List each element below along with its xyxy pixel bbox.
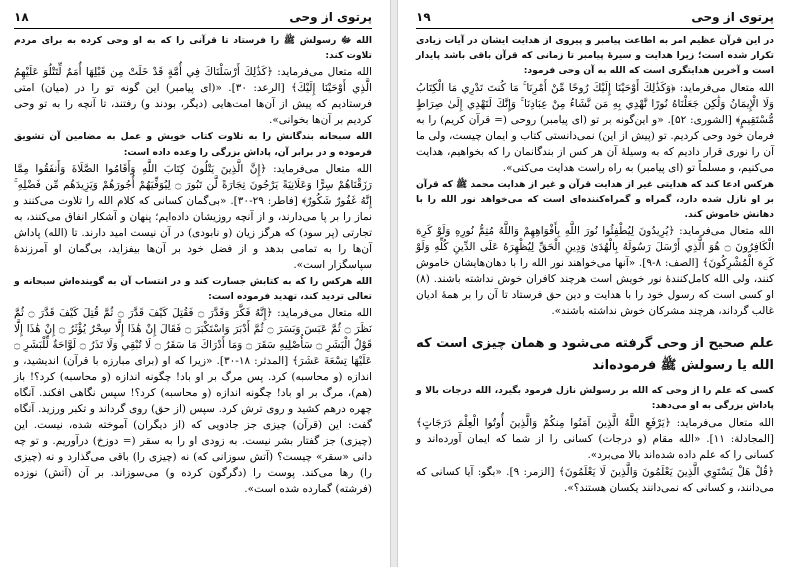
page-19 bbox=[402, 0, 788, 567]
paragraph: هرکس ادعا کند که هدایتی غیر از هدایت قرآن و غیر از هدایت محمد ﷺ که قرآن بر او نازل شده دارد، گمراه و گمراه‌کننده‌ای است که می‌خواهد نور الله را با دهانش خاموش کند. bbox=[416, 178, 774, 221]
verse-paragraph: الله متعال می‌فرماید: ﴿يُرِيدُونَ لِيُطْفِئُوا نُورَ اللَّهِ بِأَفْوَاهِهِمْ وَاللَّهُ مُتِمُّ نُورِهِ وَلَوْ كَرِهَ الْكَافِرُونَ ۝ هُوَ الَّذِي أَرْسَلَ رَسُولَهُ بِالْهُدَىٰ وَدِينِ الْحَقِّ لِيُظْهِرَهُ عَلَى الدِّينِ كُلِّهِ وَلَوْ كَرِهَ الْمُشْرِكُونَ﴾ [الصف: ۸-۹]. «آنها می‌خواهند نور الله را با دهان‌هایشان خاموش کنند، ولی الله کامل‌کنندهٔ نور خویش است هرچند کافران خوش نداشته باشند. (۸) او کسی است که رسول خود را با هدایت و دین حق فرستاد تا آن را بر همهٔ ادیان غالب گرداند، هرچند مشرکان خوش نداشته باشند». bbox=[416, 225, 775, 318]
verse-paragraph: الله متعال می‌فرماید: ﴿يَرْفَعِ اللَّهُ الَّذِينَ آمَنُوا مِنكُمْ وَالَّذِينَ أُوتُوا الْعِلْمَ دَرَجَاتٍ﴾ [المجادلة: ۱۱]. «الله مقام (و درجات) کسانی را از شما که ایمان آورده‌اند و کسانی را که علم داده شده‌اند بالا می‌برد». bbox=[416, 416, 775, 461]
book-gutter bbox=[390, 0, 398, 567]
verse-paragraph: الله متعال می‌فرماید: ﴿كَذَٰلِكَ أَرْسَلْنَاكَ فِي أُمَّةٍ قَدْ خَلَتْ مِن قَبْلِهَا أُمَمٌ لِّتَتْلُوَ عَلَيْهِمُ الَّذِي أَوْحَيْنَا إِلَيْكَ﴾ [الرعد: ۳۰]. «(ای پیامبر) این گونه تو را در (میان) امتی فرستادیم که پیش از آن‌ها امت‌هایی (دیگر، بودند و) رفتند، تا آنچه را به تو وحی کردیم بر آن‌ها بخوانی». bbox=[14, 66, 372, 127]
paragraph: در این قرآن عظیم امر به اطاعت پیامبر و پیروی از هدایت ایشان در آیات زیادی تکرار شده است؛ زیرا هدایت و سیرهٔ پیامبر تا زمانی که قرآن باقی باشد پایدار است و آخرین هدایتگری است که الله به آن وحی فرمود: bbox=[416, 35, 774, 77]
paragraph: الله ﷻ رسولش ﷺ را فرستاد تا قرآنی را که به او وحی کرده به برای مردم تلاوت کند: bbox=[14, 35, 372, 62]
paragraph: الله سبحانه بندگانش را به تلاوت کتاب خویش و عمل به مضامین آن تشویق فرموده و در برابر آن، پاداش بزرگی را وعده داده است: bbox=[14, 131, 372, 158]
paragraph: کسی که علم را از وحی که الله بر رسولش نازل فرمود بگیرد، الله درجات بالا و پاداش بزرگی به او می‌دهد: bbox=[416, 385, 774, 412]
paragraph: الله هرکس را که به کتابش جسارت کند و در انتساب آن به گوینده‌اش سبحانه و تعالی تردید کند، تهدید فرموده است: bbox=[14, 275, 372, 303]
verse-paragraph: الله متعال می‌فرماید: ﴿إِنَّهُ فَكَّرَ وَقَدَّرَ ۝ فَقُتِلَ كَيْفَ قَدَّرَ ۝ ثُمَّ قُتِلَ كَيْفَ قَدَّرَ ۝ ثُمَّ نَظَرَ ۝ ثُمَّ عَبَسَ وَبَسَرَ ۝ ثُمَّ أَدْبَرَ وَاسْتَكْبَرَ ۝ فَقَالَ إِنْ هَٰذَا إِلَّا سِحْرٌ يُؤْثَرُ ۝ إِنْ هَٰذَا إِلَّا قَوْلُ الْبَشَرِ ۝ سَأُصْلِيهِ سَقَرَ ۝ وَمَا أَدْرَاكَ مَا سَقَرُ ۝ لَا تُبْقِي وَلَا تَذَرُ ۝ لَوَّاحَةٌ لِّلْبَشَرِ ۝ عَلَيْهَا تِسْعَةَ عَشَرَ﴾ [المدثر: ۱۸-۳۰]. «زیرا که او (برای مبارزه با قرآن) اندیشید، و اندازه (و محاسبه) کرد. پس مرگ بر او باد! چگونه اندازه (و محاسبه) کرد؟! باز (هم)، مرگ بر او باد! چگونه اندازه (و محاسبه) کرد؟! سپس نگاهی افکند. آنگاه چهره درهم کشید و روی ترش کرد. سپس (از حق) روی گرداند و تکبر ورزید. آنگاه گفت: این (قرآن) چیزی جز جادویی که (از دیگران) آموخته شده، نیست. این (چیزی) جز گفتار بشر نیست. به زودی او را به سقر (= دوزخ) درآوریم. و تو چه دانی «سقر» چیست؟ (آتش سوزانی که) نه (چیزی را) باقی می‌گذارد و نه (چیزی را) رها می‌کند. پوست را (دگرگون کرده و) می‌سوزاند. بر آن (آتش) نوزده (فرشته) گمارده شده است». bbox=[14, 307, 372, 496]
page-18 bbox=[0, 0, 386, 567]
page-body bbox=[14, 33, 372, 497]
page-header bbox=[416, 6, 774, 29]
header-title: پرتوی از وحی bbox=[289, 10, 372, 24]
page-number: ۱۸ bbox=[14, 10, 29, 24]
header-title: پرتوی از وحی bbox=[691, 10, 774, 24]
verse-paragraph: ﴿قُلْ هَلْ يَسْتَوِي الَّذِينَ يَعْلَمُونَ وَالَّذِينَ لَا يَعْلَمُونَ﴾ [الزمر: ۹]. «بگو: آیا کسانی که می‌دانند، و کسانی که نمی‌دانند یکسان هستند؟». bbox=[416, 465, 774, 494]
page-number: ۱۹ bbox=[416, 10, 431, 24]
page-body bbox=[416, 33, 774, 496]
section-heading: علم صحیح از وحی گرفته می‌شود و همان چیزی است که الله یا رسولش ﷺ فرموده‌اند bbox=[416, 336, 774, 374]
verse-paragraph: الله متعال می‌فرماید: ﴿إِنَّ الَّذِينَ يَتْلُونَ كِتَابَ اللَّهِ وَأَقَامُوا الصَّلَاةَ وَأَنفَقُوا مِمَّا رَزَقْنَاهُمْ سِرًّا وَعَلَانِيَةً يَرْجُونَ تِجَارَةً لَّن تَبُورَ ۝ لِيُوَفِّيَهُمْ أُجُورَهُمْ وَيَزِيدَهُم مِّن فَضْلِهِ ۚ إِنَّهُ غَفُورٌ شَكُورٌ﴾ [فاطر: ۲۹-۳۰]. «بی‌گمان کسانی که کلام الله را تلاوت می‌کنند و نماز را بر پا می‌دارند، و از آنچه روزیشان داده‌ایم؛ پنهان و آشکار انفاق می‌کنند، به تجارتی (پر سود) که هرگز زیان (و نابودی) در آن نیست امید دارند. تا (الله) پاداش آن‌ها را به تمامی بدهد و از فضل خود بر آن‌ها بیفزاید، بی‌گمان او آمرزندهٔ سپاسگزار است». bbox=[14, 162, 372, 271]
page-header bbox=[14, 6, 372, 29]
verse-paragraph: الله متعال می‌فرماید: ﴿وَكَذَٰلِكَ أَوْحَيْنَا إِلَيْكَ رُوحًا مِّنْ أَمْرِنَا ۚ مَا كُنتَ تَدْرِي مَا الْكِتَابُ وَلَا الْإِيمَانُ وَلَٰكِن جَعَلْنَاهُ نُورًا نَّهْدِي بِهِ مَن نَّشَاءُ مِنْ عِبَادِنَا ۚ وَإِنَّكَ لَتَهْدِي إِلَىٰ صِرَاطٍ مُّسْتَقِيمٍ﴾ [الشوری: ۵۲]. «و این‌گونه بر تو (ای پیامبر) روحی (= قرآن کریم) را به فرمان خود وحی کردیم. تو (پیش از این) نمی‌دانستی کتاب و ایمان چیست، ولی ما آن را نوری قرار دادیم که به وسیلهٔ آن هر کس از بندگانمان را که بخواهیم، هدایت می‌کنیم، و مسلماً تو (ای پیامبر) به راه راست هدایت می‌کنی». bbox=[416, 81, 774, 174]
